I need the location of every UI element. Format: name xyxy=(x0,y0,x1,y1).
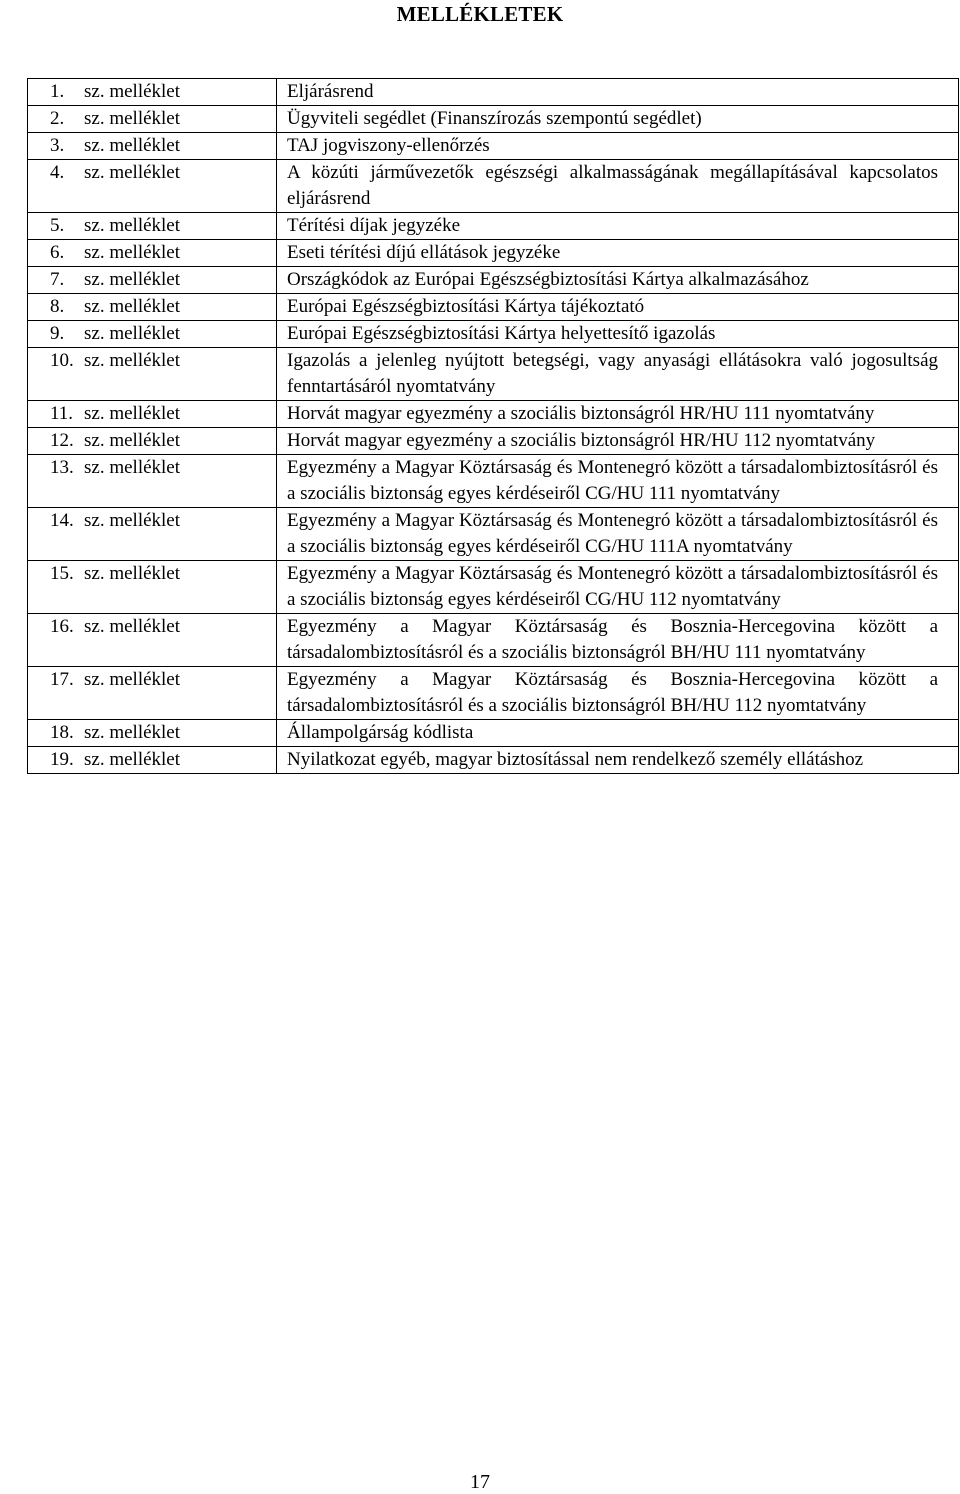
annex-title: Ügyviteli segédlet (Finanszírozás szempontú segédlet) xyxy=(277,106,959,133)
annex-title: Horvát magyar egyezmény a szociális biztonságról HR/HU 111 nyomtatvány xyxy=(277,401,959,428)
annex-title: Eseti térítési díjú ellátások jegyzéke xyxy=(277,240,959,267)
annex-number: 12. xyxy=(50,430,74,451)
annex-label: sz. melléklet xyxy=(84,403,181,424)
annex-title: Európai Egészségbiztosítási Kártya helyettesítő igazolás xyxy=(277,321,959,348)
table-row xyxy=(28,267,959,294)
annex-number-cell xyxy=(28,561,277,614)
annex-number-cell xyxy=(28,667,277,720)
annex-label: sz. melléklet xyxy=(84,242,181,263)
annex-label: sz. melléklet xyxy=(84,108,181,129)
annex-number-cell xyxy=(28,747,277,774)
annex-title: Igazolás a jelenleg nyújtott betegségi, vagy anyasági ellátásokra való jogosultság fenntartásáról nyomtatvány xyxy=(277,348,959,401)
annex-title: Térítési díjak jegyzéke xyxy=(277,213,959,240)
annex-title: Eljárásrend xyxy=(277,79,959,106)
annex-number: 10. xyxy=(50,350,74,371)
table-row xyxy=(28,667,959,720)
annex-number-cell xyxy=(28,267,277,294)
annex-label: sz. melléklet xyxy=(84,215,181,236)
annex-table xyxy=(27,78,959,774)
annex-title: Egyezmény a Magyar Köztársaság és Montenegró között a társadalombiztosításról és a szociális biztonság egyes kérdéseiről CG/HU 111 nyomtatvány xyxy=(277,455,959,508)
annex-title: Nyilatkozat egyéb, magyar biztosítással nem rendelkező személy ellátáshoz xyxy=(277,747,959,774)
annex-number-cell xyxy=(28,428,277,455)
annex-number: 17. xyxy=(50,669,74,690)
annex-label: sz. melléklet xyxy=(84,722,181,743)
annex-title: TAJ jogviszony-ellenőrzés xyxy=(277,133,959,160)
annex-number-cell xyxy=(28,508,277,561)
table-row xyxy=(28,106,959,133)
table-row xyxy=(28,455,959,508)
annex-number: 7. xyxy=(50,269,65,290)
page-number: 17 xyxy=(470,1471,490,1493)
annex-number: 2. xyxy=(50,108,65,129)
annex-title: Állampolgárság kódlista xyxy=(277,720,959,747)
annex-number-cell xyxy=(28,321,277,348)
annex-label: sz. melléklet xyxy=(84,296,181,317)
annex-label: sz. melléklet xyxy=(84,350,181,371)
annex-number: 4. xyxy=(50,162,65,183)
table-row xyxy=(28,428,959,455)
annex-number-cell xyxy=(28,401,277,428)
annex-number-cell xyxy=(28,160,277,213)
annex-number-cell xyxy=(28,720,277,747)
annex-label: sz. melléklet xyxy=(84,135,181,156)
annex-number: 3. xyxy=(50,135,65,156)
annex-number: 6. xyxy=(50,242,65,263)
annex-number-cell xyxy=(28,106,277,133)
annex-label: sz. melléklet xyxy=(84,669,181,690)
annex-number-cell xyxy=(28,455,277,508)
annex-title: Egyezmény a Magyar Köztársaság és Montenegró között a társadalombiztosításról és a szociális biztonság egyes kérdéseiről CG/HU 112 nyomtatvány xyxy=(277,561,959,614)
table-row xyxy=(28,79,959,106)
table-row xyxy=(28,747,959,774)
annex-number-cell xyxy=(28,294,277,321)
annex-number: 1. xyxy=(50,81,65,102)
table-row xyxy=(28,160,959,213)
table-row xyxy=(28,401,959,428)
annex-label: sz. melléklet xyxy=(84,563,181,584)
table-row xyxy=(28,213,959,240)
annex-label: sz. melléklet xyxy=(84,162,181,183)
page-title: MELLÉKLETEK xyxy=(396,2,564,26)
annex-title: Horvát magyar egyezmény a szociális biztonságról HR/HU 112 nyomtatvány xyxy=(277,428,959,455)
annex-label: sz. melléklet xyxy=(84,749,181,770)
annex-title: Európai Egészségbiztosítási Kártya tájékoztató xyxy=(277,294,959,321)
annex-title: Egyezmény a Magyar Köztársaság és Bosznia-Hercegovina között a társadalombiztosításról és a szociális biztonságról BH/HU 111 nyomtatvány xyxy=(277,614,959,667)
annex-label: sz. melléklet xyxy=(84,323,181,344)
annex-number-cell xyxy=(28,240,277,267)
annex-table-body xyxy=(28,79,959,774)
table-row xyxy=(28,321,959,348)
table-row xyxy=(28,294,959,321)
table-row xyxy=(28,508,959,561)
annex-number: 5. xyxy=(50,215,65,236)
annex-number: 18. xyxy=(50,722,74,743)
annex-number-cell xyxy=(28,79,277,106)
annex-label: sz. melléklet xyxy=(84,269,181,290)
annex-title: Egyezmény a Magyar Köztársaság és Montenegró között a társadalombiztosításról és a szociális biztonság egyes kérdéseiről CG/HU 111A nyomtatvány xyxy=(277,508,959,561)
annex-title: A közúti járművezetők egészségi alkalmasságának megállapításával kapcsolatos eljárásrend xyxy=(277,160,959,213)
annex-number: 14. xyxy=(50,510,74,531)
table-row xyxy=(28,348,959,401)
annex-number: 8. xyxy=(50,296,65,317)
table-row xyxy=(28,240,959,267)
annex-number: 16. xyxy=(50,616,74,637)
annex-number: 15. xyxy=(50,563,74,584)
table-row xyxy=(28,720,959,747)
annex-label: sz. melléklet xyxy=(84,430,181,451)
annex-number-cell xyxy=(28,348,277,401)
annex-label: sz. melléklet xyxy=(84,457,181,478)
annex-number: 13. xyxy=(50,457,74,478)
annex-number: 9. xyxy=(50,323,65,344)
annex-number-cell xyxy=(28,133,277,160)
table-row xyxy=(28,133,959,160)
annex-number-cell xyxy=(28,213,277,240)
annex-label: sz. melléklet xyxy=(84,616,181,637)
annex-number-cell xyxy=(28,614,277,667)
annex-title: Egyezmény a Magyar Köztársaság és Bosznia-Hercegovina között a társadalombiztosításról és a szociális biztonságról BH/HU 112 nyomtatvány xyxy=(277,667,959,720)
annex-number: 11. xyxy=(50,403,74,424)
annex-title: Országkódok az Európai Egészségbiztosítási Kártya alkalmazásához xyxy=(277,267,959,294)
annex-label: sz. melléklet xyxy=(84,510,181,531)
annex-label: sz. melléklet xyxy=(84,81,181,102)
table-row xyxy=(28,614,959,667)
annex-number: 19. xyxy=(50,749,74,770)
table-row xyxy=(28,561,959,614)
